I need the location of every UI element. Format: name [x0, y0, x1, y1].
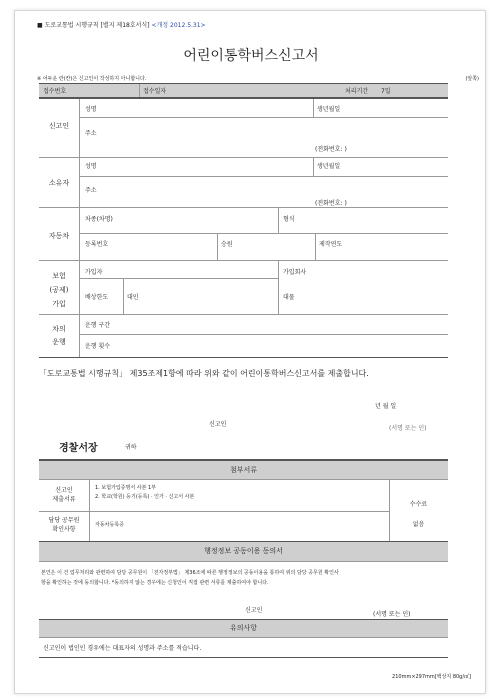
reporter-address-label: 주소	[85, 130, 97, 137]
processing-period-value: 7일	[381, 88, 391, 95]
consent-sign-hint: (서명 또는 인)	[373, 611, 411, 618]
coverage-property-label: 대물	[283, 294, 295, 301]
operation-route-label: 운행 구간	[85, 322, 111, 329]
form-title: 어린이통학버스신고서	[183, 48, 319, 64]
owner-section-label: 소유자	[48, 179, 70, 187]
recipient-label: 경찰서장	[59, 443, 98, 454]
reporter-section-label: 신고인	[48, 122, 70, 130]
notes-title: 유의사항	[39, 620, 448, 637]
submitter-doc-1: 1. 보험가입증명서 사본 1부	[95, 485, 157, 491]
processing-period-label: 처리기간	[345, 88, 369, 95]
declaration-text: 「도로교통법 시행규칙」 제35조제1항에 따라 위와 같이 어린이통학버스신고서를 제출합니다.	[39, 369, 369, 378]
notes-text: 신고인이 법인인 경우에는 대표자의 성명과 주소를 적습니다.	[43, 645, 202, 652]
submitter-docs-label: 신고인 제출서류	[52, 487, 76, 503]
operation-section-label: 차의 운행	[52, 325, 66, 346]
vehicle-model-label: 형식	[283, 216, 295, 223]
paper-spec: 210mm×297mm[백상지 80g/㎡]	[392, 674, 471, 680]
declaration-date: 년 월 일	[375, 403, 397, 410]
owner-phone-label: (전화번호: )	[315, 200, 347, 207]
receipt-date-label: 접수일자	[143, 88, 167, 95]
operation-count-label: 운행 횟수	[85, 343, 111, 350]
insurance-subscriber-label: 가입자	[85, 269, 103, 276]
consent-text: 본인은 이 건 업무처리와 관련하여 담당 공무원이 「전자정부법」 제36조에 따른 행정정보의 공동이용을 통하여 위의 담당 공무원 확인사 항을 확인하는 것에 동의합니다. *동의하지 않는 경우에는 신청인이 직접 관련 서류를 제출하여야 합니다.	[41, 570, 339, 586]
form-page	[14, 10, 486, 694]
law-reference: ■ 도로교통법 시행규칙 [별지 제18호서식] <개정 2012.5.31>	[37, 22, 206, 29]
consent-title: 행정정보 공동이용 동의서	[39, 542, 448, 561]
declaration-sign-hint: (서명 또는 인)	[389, 425, 427, 432]
vehicle-type-label: 차종(차명)	[85, 216, 113, 223]
owner-address-label: 주소	[85, 187, 97, 194]
amend-date: <개정 2012.5.31>	[151, 22, 206, 29]
form-note: ※ 어두운 란(칸)은 신고인이 작성하지 아니합니다.	[37, 76, 147, 82]
owner-birth-label: 생년월일	[317, 163, 341, 170]
reporter-name-label: 성명	[85, 106, 97, 113]
coverage-person-label: 대인	[127, 294, 139, 301]
page-side: (앞쪽)	[465, 76, 479, 82]
attachments-title: 첨부서류	[39, 461, 448, 479]
vehicle-section-label: 자동차	[48, 232, 70, 240]
reporter-birth-label: 생년월일	[317, 106, 341, 113]
vehicle-regno-label: 등록번호	[85, 241, 109, 248]
fee-value: 없음	[412, 521, 425, 528]
submitter-doc-2: 2. 학교(학원) 등기(등록) · 인가 · 신고서 사본	[95, 494, 195, 500]
fee-label: 수수료	[409, 501, 428, 508]
insurance-company-label: 가입회사	[283, 269, 307, 276]
declaration-signer-label: 신고인	[209, 421, 227, 428]
submitter-docs-list	[95, 484, 194, 502]
owner-name-label: 성명	[85, 163, 97, 170]
consent-signer-label: 신고인	[245, 607, 263, 614]
receipt-number-label: 접수번호	[43, 88, 67, 95]
recipient-to-label: 귀하	[125, 444, 137, 451]
official-check-label: 담당 공무원 확인사항	[48, 517, 80, 533]
coverage-limit-label: 배상한도	[85, 294, 109, 301]
reporter-phone-label: (전화번호: )	[315, 146, 347, 153]
vehicle-capacity-label: 승원	[221, 241, 233, 248]
vehicle-year-label: 제작연도	[319, 241, 343, 248]
official-check-doc: 자동차등록증	[95, 522, 124, 528]
insurance-section-label: 보험 (공제) 가입	[49, 272, 69, 308]
